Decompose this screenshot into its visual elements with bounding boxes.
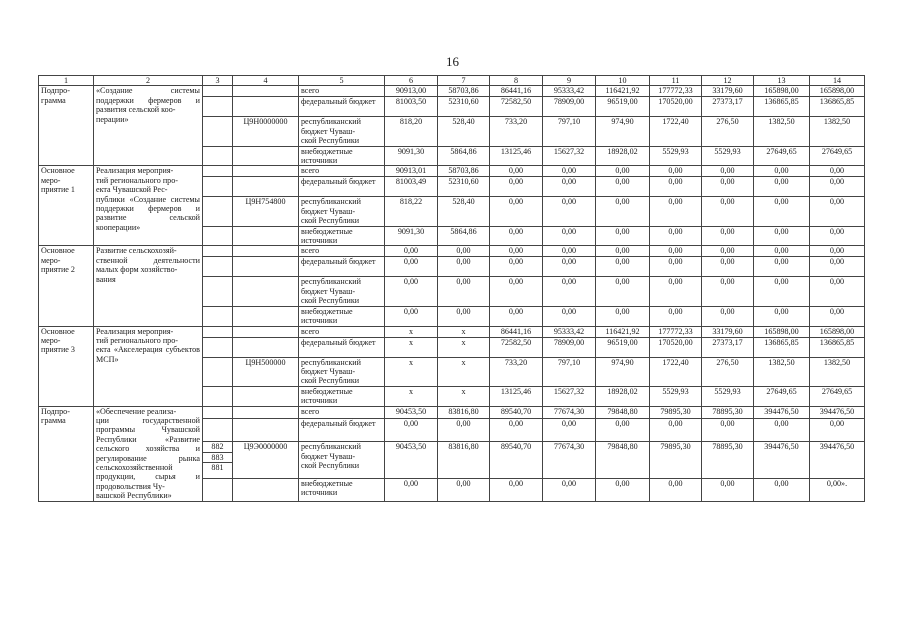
funding-source-cell: республиканский бюджет Чуваш- ской Республики xyxy=(299,357,385,386)
value-cell: 0,00 xyxy=(702,177,754,197)
value-cell: 0,00 xyxy=(596,197,650,226)
grbs-cell xyxy=(203,117,233,146)
program-name-cell: Реализация мероприя- тий регионального про- екта «Акселерация субъектов МСП» xyxy=(94,326,203,406)
value-cell: 0,00 xyxy=(754,177,810,197)
budget-code-cell xyxy=(233,277,299,306)
value-cell: 0,00 xyxy=(810,177,865,197)
value-cell: 0,00 xyxy=(438,478,490,501)
value-cell: 27649,65 xyxy=(754,386,810,406)
value-cell: 1382,50 xyxy=(810,357,865,386)
value-cell: 0,00 xyxy=(596,277,650,306)
value-cell: 0,00 xyxy=(385,306,438,326)
funding-source-cell: всего xyxy=(299,406,385,419)
value-cell: х xyxy=(438,357,490,386)
value-cell: 5529,93 xyxy=(702,146,754,166)
value-cell: 165898,00 xyxy=(810,326,865,337)
column-header: 5 xyxy=(299,76,385,86)
value-cell: 0,00 xyxy=(543,177,596,197)
value-cell: 0,00 xyxy=(754,166,810,177)
value-cell: 136865,85 xyxy=(810,97,865,117)
value-cell: 0,00 xyxy=(385,478,438,501)
value-cell: 394476,50 xyxy=(754,406,810,419)
budget-code-cell xyxy=(233,177,299,197)
page-number: 16 xyxy=(446,54,459,69)
funding-source-cell: республиканский бюджет Чуваш- ской Республики xyxy=(299,197,385,226)
value-cell: 0,00 xyxy=(596,166,650,177)
value-cell: 0,00 xyxy=(543,257,596,277)
funding-source-cell: республиканский бюджет Чуваш- ской Республики xyxy=(299,117,385,146)
value-cell: 0,00 xyxy=(754,246,810,257)
budget-code-cell: Ц9Э0000000 xyxy=(233,442,299,478)
value-cell: 18928,02 xyxy=(596,386,650,406)
budget-code-cell xyxy=(233,419,299,442)
value-cell: 0,00 xyxy=(543,246,596,257)
value-cell: 27373,17 xyxy=(702,97,754,117)
grbs-cell xyxy=(203,246,233,257)
value-cell: 33179,60 xyxy=(702,86,754,97)
value-cell: 0,00 xyxy=(754,419,810,442)
value-cell: 0,00 xyxy=(650,419,702,442)
value-cell: 79895,30 xyxy=(650,406,702,419)
value-cell: 165898,00 xyxy=(810,86,865,97)
grbs-cell xyxy=(203,357,233,386)
value-cell: 9091,30 xyxy=(385,146,438,166)
value-cell: 78895,30 xyxy=(702,442,754,478)
value-cell: 797,10 xyxy=(543,357,596,386)
value-cell: 0,00 xyxy=(810,246,865,257)
value-cell: 90453,50 xyxy=(385,442,438,478)
value-cell: 0,00 xyxy=(754,277,810,306)
budget-code-cell xyxy=(233,257,299,277)
value-cell: 0,00 xyxy=(543,166,596,177)
value-cell: 0,00 xyxy=(596,177,650,197)
funding-source-cell: федеральный бюджет xyxy=(299,177,385,197)
value-cell: 72582,50 xyxy=(490,337,543,357)
program-name-cell: Реализация мероприя- тий регионального про- екта Чувашской Рес- публики «Создание системы поддержки фермеров и развитие сельской кооперации» xyxy=(94,166,203,246)
status-type-cell: Основное меро- приятие 1 xyxy=(39,166,94,246)
value-cell: 0,00 xyxy=(596,257,650,277)
value-cell: 79895,30 xyxy=(650,442,702,478)
grbs-cell xyxy=(203,386,233,406)
grbs-cell xyxy=(203,277,233,306)
program-name-cell: «Обеспечение реализа- ции государственной программы Чувашской Республики «Развитие сельского хозяйства и регулирование рынка сельскохозяйственной продукции, сырья и продовольствия Чу- вашской Республики» xyxy=(94,406,203,501)
value-cell: 0,00 xyxy=(810,226,865,246)
value-cell: 0,00 xyxy=(810,257,865,277)
value-cell: 0,00 xyxy=(385,277,438,306)
value-cell: 136865,85 xyxy=(754,97,810,117)
value-cell: 0,00 xyxy=(543,478,596,501)
budget-code-cell xyxy=(233,97,299,117)
value-cell: 0,00 xyxy=(702,419,754,442)
column-header: 8 xyxy=(490,76,543,86)
value-cell: 974,90 xyxy=(596,357,650,386)
value-cell: 83816,80 xyxy=(438,442,490,478)
value-cell: 0,00 xyxy=(650,246,702,257)
value-cell: 0,00 xyxy=(596,246,650,257)
value-cell: 177772,33 xyxy=(650,326,702,337)
value-cell: 33179,60 xyxy=(702,326,754,337)
table-body xyxy=(39,86,865,501)
value-cell: 797,10 xyxy=(543,117,596,146)
value-cell: 5529,93 xyxy=(702,386,754,406)
table-row xyxy=(39,246,865,257)
value-cell: 0,00 xyxy=(810,166,865,177)
funding-source-cell: всего xyxy=(299,246,385,257)
value-cell: 0,00 xyxy=(810,197,865,226)
value-cell: 15627,32 xyxy=(543,146,596,166)
value-cell: 116421,92 xyxy=(596,86,650,97)
grbs-cell xyxy=(203,257,233,277)
value-cell: 90913,00 xyxy=(385,86,438,97)
value-cell: 27649,65 xyxy=(754,146,810,166)
column-header: 12 xyxy=(702,76,754,86)
budget-code-cell xyxy=(233,146,299,166)
value-cell: 0,00 xyxy=(385,257,438,277)
value-cell: 27373,17 xyxy=(702,337,754,357)
value-cell: 13125,46 xyxy=(490,386,543,406)
value-cell: 528,40 xyxy=(438,197,490,226)
program-name-cell: «Создание системы поддержки фермеров и развития сельской коо- перации» xyxy=(94,86,203,166)
grbs-cell xyxy=(203,197,233,226)
value-cell: 0,00 xyxy=(702,246,754,257)
value-cell: 0,00 xyxy=(385,246,438,257)
value-cell: 5529,93 xyxy=(650,146,702,166)
value-cell: 27649,65 xyxy=(810,146,865,166)
value-cell: 52310,60 xyxy=(438,97,490,117)
funding-source-cell: республиканский бюджет Чуваш- ской Республики xyxy=(299,442,385,478)
value-cell: 0,00 xyxy=(596,226,650,246)
value-cell: 81003,50 xyxy=(385,97,438,117)
value-cell: 89540,70 xyxy=(490,442,543,478)
value-cell: 0,00 xyxy=(490,478,543,501)
value-cell: 95333,42 xyxy=(543,326,596,337)
value-cell: 58703,86 xyxy=(438,166,490,177)
value-cell: 89540,70 xyxy=(490,406,543,419)
value-cell: 90453,50 xyxy=(385,406,438,419)
budget-code-cell xyxy=(233,86,299,97)
value-cell: 90913,01 xyxy=(385,166,438,177)
value-cell: 0,00 xyxy=(543,419,596,442)
value-cell: 5529,93 xyxy=(650,386,702,406)
value-cell: 13125,46 xyxy=(490,146,543,166)
value-cell: 276,50 xyxy=(702,117,754,146)
value-cell: 733,20 xyxy=(490,117,543,146)
grbs-cell xyxy=(203,97,233,117)
value-cell: 0,00 xyxy=(596,478,650,501)
grbs-cell xyxy=(203,306,233,326)
value-cell: 52310,60 xyxy=(438,177,490,197)
budget-code-cell xyxy=(233,326,299,337)
grbs-cell xyxy=(203,146,233,166)
funding-source-cell: федеральный бюджет xyxy=(299,257,385,277)
value-cell: 0,00 xyxy=(702,257,754,277)
status-type-cell: Основное меро- приятие 2 xyxy=(39,246,94,326)
table-row xyxy=(39,326,865,337)
value-cell: 974,90 xyxy=(596,117,650,146)
funding-source-cell: всего xyxy=(299,326,385,337)
value-cell: 0,00 xyxy=(650,166,702,177)
grbs-cell xyxy=(203,326,233,337)
value-cell: 78909,00 xyxy=(543,97,596,117)
value-cell: 0,00 xyxy=(702,478,754,501)
value-cell: 116421,92 xyxy=(596,326,650,337)
value-cell: 0,00 xyxy=(490,226,543,246)
value-cell: 1382,50 xyxy=(754,357,810,386)
funding-source-cell: республиканский бюджет Чуваш- ской Республики xyxy=(299,277,385,306)
budget-code-cell xyxy=(233,337,299,357)
value-cell: 0,00 xyxy=(438,246,490,257)
funding-source-cell: внебюджетные источники xyxy=(299,478,385,501)
budget-code-cell: Ц9Н754800 xyxy=(233,197,299,226)
column-header: 14 xyxy=(810,76,865,86)
value-cell: 394476,50 xyxy=(754,442,810,478)
grbs-cell xyxy=(203,442,233,478)
grbs-cell xyxy=(203,177,233,197)
value-cell: 0,00 xyxy=(702,166,754,177)
column-header: 4 xyxy=(233,76,299,86)
value-cell: 0,00 xyxy=(650,277,702,306)
value-cell: х xyxy=(385,386,438,406)
value-cell: 170520,00 xyxy=(650,97,702,117)
funding-source-cell: внебюджетные источники xyxy=(299,306,385,326)
value-cell: 170520,00 xyxy=(650,337,702,357)
value-cell: 0,00 xyxy=(702,197,754,226)
column-header: 7 xyxy=(438,76,490,86)
value-cell: 0,00 xyxy=(650,177,702,197)
budget-code-cell xyxy=(233,246,299,257)
value-cell: 0,00 xyxy=(490,306,543,326)
value-cell: 77674,30 xyxy=(543,442,596,478)
value-cell: 86441,16 xyxy=(490,326,543,337)
grbs-cell xyxy=(203,419,233,442)
budget-code-cell xyxy=(233,386,299,406)
value-cell: 0,00 xyxy=(650,197,702,226)
value-cell: 0,00 xyxy=(490,257,543,277)
header-row xyxy=(39,76,865,86)
value-cell: 276,50 xyxy=(702,357,754,386)
value-cell: 0,00 xyxy=(810,419,865,442)
column-header: 9 xyxy=(543,76,596,86)
value-cell: 5864,86 xyxy=(438,226,490,246)
value-cell: 528,40 xyxy=(438,117,490,146)
status-type-cell: Подпро- грамма xyxy=(39,86,94,166)
value-cell: 733,20 xyxy=(490,357,543,386)
value-cell: 72582,50 xyxy=(490,97,543,117)
value-cell: 79848,80 xyxy=(596,406,650,419)
value-cell: 165898,00 xyxy=(754,326,810,337)
table-row xyxy=(39,406,865,419)
value-cell: 0,00 xyxy=(754,478,810,501)
value-cell: 0,00 xyxy=(754,306,810,326)
value-cell: 165898,00 xyxy=(754,86,810,97)
value-cell: х xyxy=(385,337,438,357)
value-cell: х xyxy=(438,386,490,406)
column-header: 10 xyxy=(596,76,650,86)
grbs-cell xyxy=(203,337,233,357)
grbs-code: 881 xyxy=(211,463,224,473)
budget-code-cell: Ц9Н500000 xyxy=(233,357,299,386)
status-type-cell: Подпро- грамма xyxy=(39,406,94,501)
funding-table xyxy=(38,75,865,502)
grbs-cell xyxy=(203,86,233,97)
value-cell: х xyxy=(385,357,438,386)
value-cell: 0,00 xyxy=(596,306,650,326)
value-cell: 0,00 xyxy=(490,419,543,442)
value-cell: 177772,33 xyxy=(650,86,702,97)
table-row xyxy=(39,166,865,177)
value-cell: 0,00 xyxy=(810,277,865,306)
table-row xyxy=(39,86,865,97)
value-cell: 0,00 xyxy=(810,306,865,326)
value-cell: 0,00 xyxy=(650,306,702,326)
value-cell: 81003,49 xyxy=(385,177,438,197)
value-cell: 77674,30 xyxy=(543,406,596,419)
status-type-cell: Основное меро- приятие 3 xyxy=(39,326,94,406)
value-cell: 394476,50 xyxy=(810,442,865,478)
value-cell: 15627,32 xyxy=(543,386,596,406)
funding-source-cell: всего xyxy=(299,86,385,97)
funding-source-cell: федеральный бюджет xyxy=(299,419,385,442)
grbs-cell xyxy=(203,478,233,501)
budget-code-cell xyxy=(233,478,299,501)
value-cell: 0,00 xyxy=(650,257,702,277)
budget-code-cell: Ц9Н0000000 xyxy=(233,117,299,146)
funding-source-cell: всего xyxy=(299,166,385,177)
value-cell: 0,00 xyxy=(490,166,543,177)
value-cell: 1382,50 xyxy=(754,117,810,146)
value-cell: 0,00 xyxy=(596,419,650,442)
grbs-cell xyxy=(203,406,233,419)
value-cell: 0,00 xyxy=(754,226,810,246)
grbs-cell xyxy=(203,226,233,246)
value-cell: 0,00 xyxy=(702,226,754,246)
budget-code-cell xyxy=(233,306,299,326)
value-cell: 0,00 xyxy=(490,246,543,257)
value-cell: 0,00 xyxy=(543,226,596,246)
funding-source-cell: внебюджетные источники xyxy=(299,226,385,246)
value-cell: х xyxy=(438,337,490,357)
value-cell: 86441,16 xyxy=(490,86,543,97)
value-cell: 0,00 xyxy=(543,306,596,326)
value-cell: 0,00 xyxy=(754,197,810,226)
value-cell: 0,00 xyxy=(438,419,490,442)
column-header: 11 xyxy=(650,76,702,86)
value-cell: 96519,00 xyxy=(596,337,650,357)
value-cell: 136865,85 xyxy=(810,337,865,357)
value-cell: 0,00 xyxy=(438,277,490,306)
grbs-code: 882 xyxy=(203,442,232,452)
funding-source-cell: внебюджетные источники xyxy=(299,146,385,166)
budget-code-cell xyxy=(233,226,299,246)
funding-source-cell: федеральный бюджет xyxy=(299,97,385,117)
value-cell: 0,00 xyxy=(490,197,543,226)
value-cell: 0,00 xyxy=(490,177,543,197)
value-cell: 96519,00 xyxy=(596,97,650,117)
value-cell: 818,20 xyxy=(385,117,438,146)
column-header: 2 xyxy=(94,76,203,86)
value-cell: 0,00 xyxy=(650,478,702,501)
value-cell: 0,00 xyxy=(702,277,754,306)
value-cell: 78895,30 xyxy=(702,406,754,419)
value-cell: 83816,80 xyxy=(438,406,490,419)
column-header: 3 xyxy=(203,76,233,86)
value-cell: 0,00 xyxy=(650,226,702,246)
value-cell: 0,00 xyxy=(543,197,596,226)
program-name-cell: Развитие сельскохозяй- ственной деятельности малых форм хозяйство- вания xyxy=(94,246,203,326)
value-cell: 1382,50 xyxy=(810,117,865,146)
value-cell: 394476,50 xyxy=(810,406,865,419)
value-cell: 95333,42 xyxy=(543,86,596,97)
budget-code-cell xyxy=(233,406,299,419)
value-cell: 27649,65 xyxy=(810,386,865,406)
value-cell: 0,00 xyxy=(490,277,543,306)
value-cell: 818,22 xyxy=(385,197,438,226)
value-cell: 0,00 xyxy=(385,419,438,442)
funding-source-cell: федеральный бюджет xyxy=(299,337,385,357)
value-cell: 0,00 xyxy=(438,257,490,277)
grbs-code: 883 xyxy=(203,453,232,463)
value-cell: х xyxy=(385,326,438,337)
value-cell: 0,00». xyxy=(810,478,865,501)
column-header: 6 xyxy=(385,76,438,86)
value-cell: 5864,86 xyxy=(438,146,490,166)
value-cell: 1722,40 xyxy=(650,117,702,146)
column-header: 13 xyxy=(754,76,810,86)
value-cell: 9091,30 xyxy=(385,226,438,246)
column-header: 1 xyxy=(39,76,94,86)
value-cell: 78909,00 xyxy=(543,337,596,357)
value-cell: 0,00 xyxy=(754,257,810,277)
value-cell: 18928,02 xyxy=(596,146,650,166)
value-cell: 0,00 xyxy=(438,306,490,326)
value-cell: 136865,85 xyxy=(754,337,810,357)
table-header xyxy=(39,76,865,86)
funding-source-cell: внебюджетные источники xyxy=(299,386,385,406)
value-cell: 0,00 xyxy=(702,306,754,326)
value-cell: 58703,86 xyxy=(438,86,490,97)
value-cell: 0,00 xyxy=(543,277,596,306)
value-cell: 79848,80 xyxy=(596,442,650,478)
value-cell: 1722,40 xyxy=(650,357,702,386)
grbs-cell xyxy=(203,166,233,177)
value-cell: х xyxy=(438,326,490,337)
budget-code-cell xyxy=(233,166,299,177)
